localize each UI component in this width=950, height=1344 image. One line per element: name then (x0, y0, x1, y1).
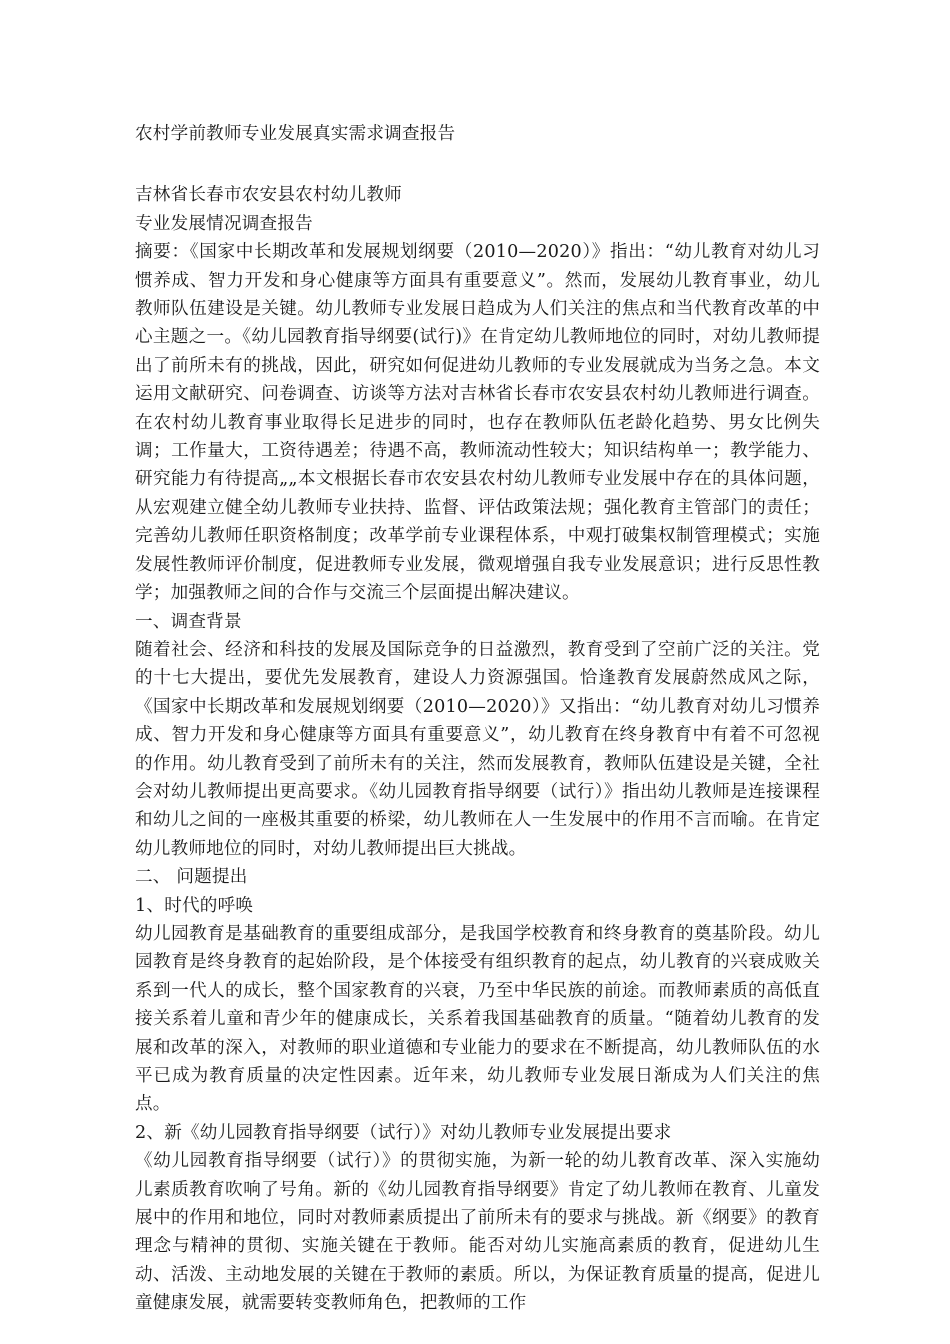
guideline-requirement-paragraph: 《幼儿园教育指导纲要（试行）》的贯彻实施，为新一轮的幼儿教育改革、深入实施幼儿素质教育吹响了号角。新的《幼儿园教育指导纲要》肯定了幼儿教师在教育、儿童发展中的作用和地位，同时对教师素质提出了前所未有的要求与挑战。新《纲要》的教育理念与精神的贯彻、实施关键在于教师。能否对幼儿实施高素质的教育，促进幼儿生动、活泼、主动地发展的关键在于教师的素质。所以，为保证教育质量的提高，促进儿童健康发展，就需要转变教师角色，把教师的工作 (135, 1151, 820, 1314)
abstract-paragraph: 摘要：《国家中长期改革和发展规划纲要（2010—2020）》指出：“幼儿教育对幼儿习惯养成、智力开发和身心健康等方面具有重要意义”。然而，发展幼儿教育事业，幼儿教师队伍建设是关键。幼儿教师专业发展日趋成为人们关注的焦点和当代教育改革的中心主题之一。《幼儿园教育指导纲要(试行)》在肯定幼儿教师地位的同时，对幼儿教师提出了前所未有的挑战，因此，研究如何促进幼儿教师的专业发展就成为当务之急。本文运用文献研究、问卷调查、访谈等方法对吉林省长春市农安县农村幼儿教师进行调查。在农村幼儿教育事业取得长足进步的同时，也存在教师队伍老龄化趋势、男女比例失调；工作量大，工资待遇差；待遇不高，教师流动性较大；知识结构单一；教学能力、研究能力有待提高„„本文根据长春市农安县农村幼儿教师专业发展中存在的具体问题，从宏观建立健全幼儿教师专业扶持、监督、评估政策法规；强化教育主管部门的责任；完善幼儿教师任职资格制度；改革学前专业课程体系，中观打破集权制管理模式；实施发展性教师评价制度，促进教师专业发展，微观增强自我专业发展意识；进行反思性教学；加强教师之间的合作与交流三个层面提出解决建议。 (135, 242, 820, 604)
document-title: 农村学前教师专业发展真实需求调查报告 (135, 124, 456, 144)
subheading-guideline-requirement: 2、新《幼儿园教育指导纲要（试行）》对幼儿教师专业发展提出要求 (135, 1122, 672, 1143)
section-heading-problem: 二、 问题提出 (135, 867, 248, 888)
document-page (135, 120, 820, 1318)
document-subtitle-line2: 专业发展情况调查报告 (135, 213, 313, 234)
background-paragraph: 随着社会、经济和科技的发展及国际竞争的日益激烈，教育受到了空前广泛的关注。党的十七大提出，要优先发展教育，建设人力资源强国。恰逢教育发展蔚然成风之际，《国家中长期改革和发展规划纲要（2010—2020）》又指出：“幼儿教育对幼儿习惯养成、智力开发和身心健康等方面具有重要意义”，幼儿教育在终身教育中有着不可忽视的作用。幼儿教育受到了前所未有的关注，然而发展教育，教师队伍建设是关键，全社会对幼儿教师提出更高要求。《幼儿园教育指导纲要（试行）》指出幼儿教师是连接课程和幼儿之间的一座极其重要的桥梁，幼儿教师在人一生发展中的作用不言而喻。在肯定幼儿教师地位的同时，对幼儿教师提出巨大挑战。 (135, 639, 820, 859)
document-subtitle-line1: 吉林省长春市农安县农村幼儿教师 (135, 185, 402, 206)
subheading-era-call: 1、时代的呼唤 (135, 895, 254, 916)
era-call-paragraph: 幼儿园教育是基础教育的重要组成部分，是我国学校教育和终身教育的奠基阶段。幼儿园教育是终身教育的起始阶段，是个体接受有组织教育的起点，幼儿教育的兴衰成败关系到一代人的成长，整个国家教育的兴衰，乃至中华民族的前途。而教师素质的高低直接关系着儿童和青少年的健康成长，关系着我国基础教育的质量。“随着幼儿教育的发展和改革的深入，对教师的职业道德和专业能力的要求在不断提高，幼儿教师队伍的水平已成为教育质量的决定性因素。近年来，幼儿教师专业发展日渐成为人们关注的焦点。 (135, 923, 820, 1115)
section-heading-background: 一、调查背景 (135, 611, 242, 632)
